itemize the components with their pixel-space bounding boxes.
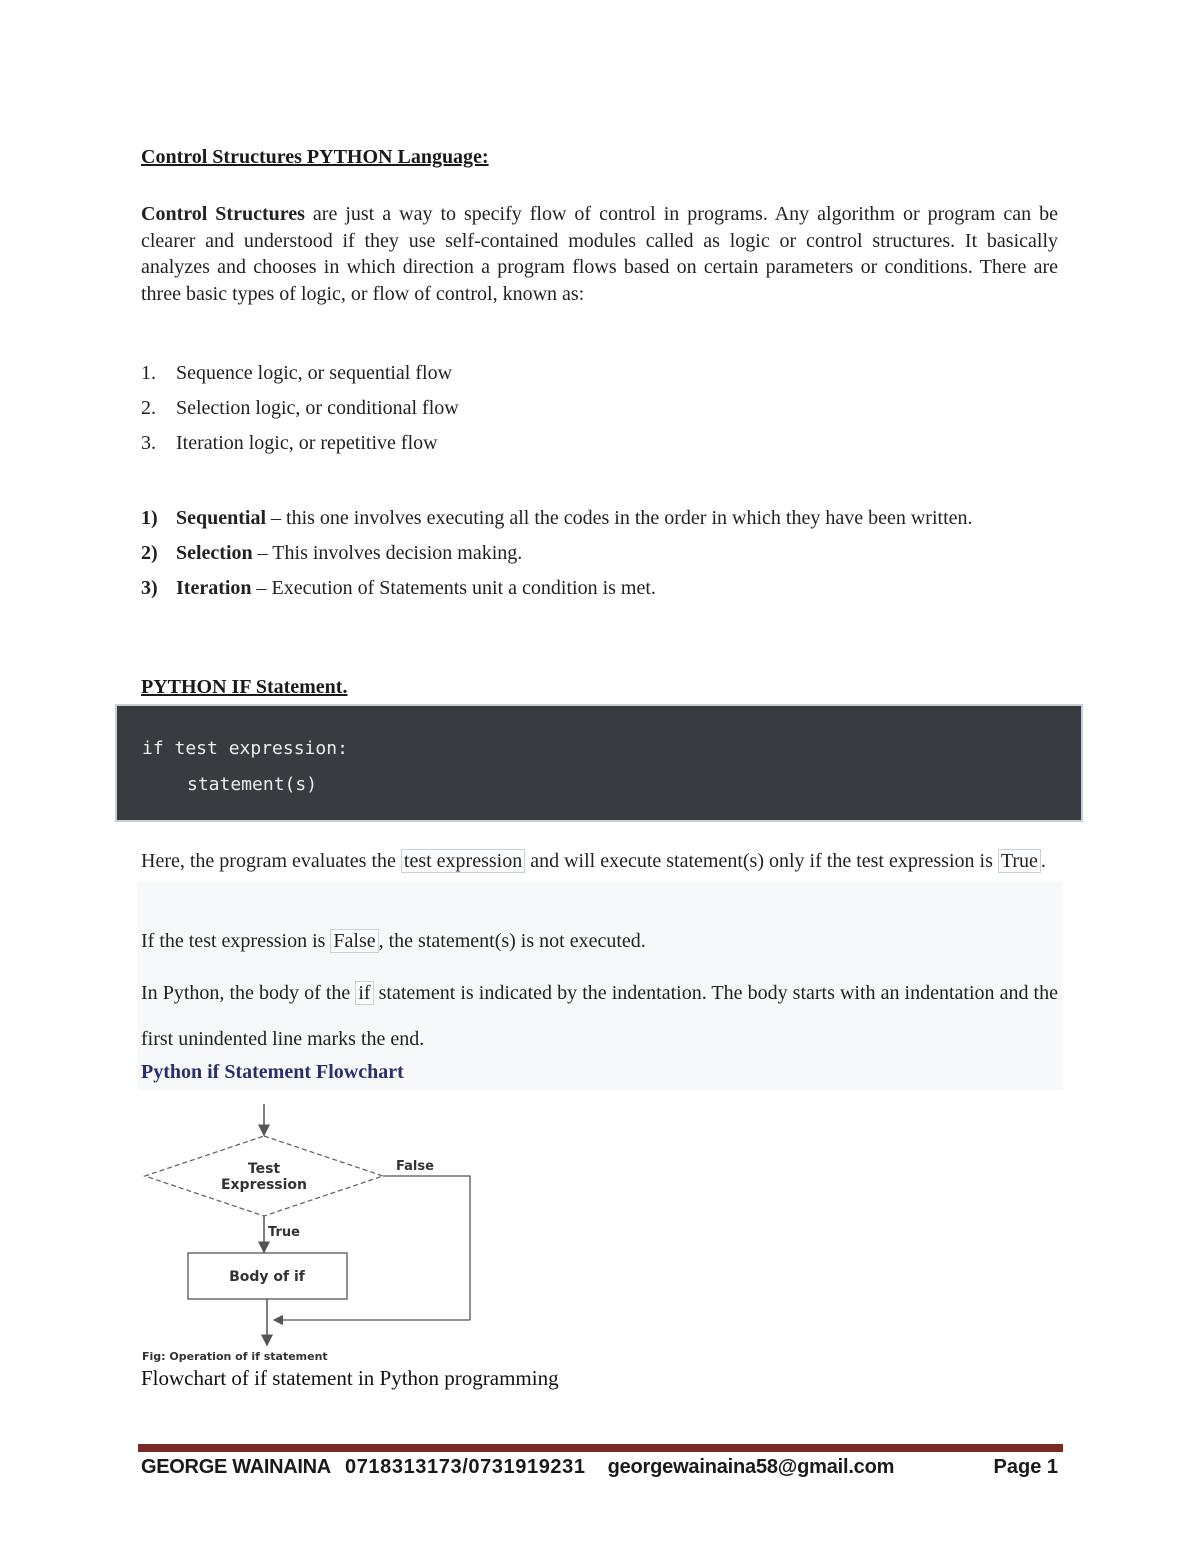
list-number: 2.: [141, 397, 156, 419]
list-text: Selection logic, or conditional flow: [176, 397, 459, 419]
definition-item: [141, 571, 1058, 606]
code-block: [115, 704, 1083, 822]
text: In Python, the body of the: [141, 982, 356, 1004]
footer-page-number: Page 1: [993, 1456, 1058, 1478]
text: and will execute statement(s) only if the test expression is: [525, 850, 998, 872]
decision-label: Expression: [220, 1177, 308, 1193]
definition-term: Sequential: [176, 507, 267, 529]
definition-text: – This involves decision making.: [252, 542, 523, 564]
inline-code: False: [330, 929, 378, 953]
if-flowchart: [138, 1102, 483, 1364]
text: .: [1040, 850, 1046, 872]
flowchart-caption: Flowchart of if statement in Python programming: [141, 1366, 559, 1390]
text: , the statement(s) is not executed.: [378, 930, 646, 952]
list-item: [141, 359, 459, 394]
definition-item: [141, 536, 1058, 571]
definition-body: [176, 501, 973, 536]
list-text: Sequence logic, or sequential flow: [176, 362, 453, 384]
text: statement is indicated by the indentation. The body starts with an indentation and the first unindented line marks the end.: [141, 982, 1058, 1050]
footer-phone: 0718313173/0731919231: [344, 1456, 586, 1478]
definition-term: Iteration: [176, 577, 252, 599]
decision-label: Test: [247, 1161, 281, 1177]
definition-item: [141, 501, 1058, 536]
explain-paragraph-1: [141, 839, 1058, 883]
true-label: True: [268, 1225, 300, 1240]
false-path: [383, 1176, 470, 1320]
definition-body: [176, 571, 656, 606]
list-text: Iteration logic, or repetitive flow: [176, 432, 438, 454]
definition-number: 3): [141, 577, 158, 599]
code-line: statement(s): [187, 774, 318, 795]
page-footer: [141, 1456, 1058, 1479]
list-number: 3.: [141, 432, 156, 454]
list-item: [141, 394, 459, 429]
if-statement-heading: PYTHON IF Statement.: [141, 676, 348, 698]
body-label: Body of if: [229, 1269, 305, 1285]
footer-email: georgewainaina58@gmail.com: [607, 1456, 895, 1478]
footer-author: GEORGE WAINAINA: [141, 1456, 331, 1478]
inline-code: if: [355, 981, 373, 1005]
explain-paragraph-3: [141, 970, 1058, 1062]
definition-text: – this one involves executing all the codes in the order in which they have been written.: [266, 507, 973, 529]
definition-body: [176, 536, 522, 571]
figure-caption: Fig: Operation of if statement: [142, 1350, 328, 1363]
text: If the test expression is: [141, 930, 331, 952]
list-item: [141, 429, 459, 464]
page-title: Control Structures PYTHON Language:: [141, 146, 489, 168]
definition-text: – Execution of Statements unit a condition is met.: [251, 577, 656, 599]
explain-paragraph-2: [141, 927, 1058, 956]
list-number: 1.: [141, 362, 156, 384]
intro-paragraph: [141, 201, 1058, 307]
false-label: False: [396, 1159, 434, 1174]
footer-rule: [138, 1444, 1063, 1452]
definition-number: 1): [141, 507, 158, 529]
intro-lead-term: Control Structures: [141, 203, 305, 225]
definition-term: Selection: [176, 542, 253, 564]
intro-text: are just a way to specify flow of control in programs. Any algorithm or program can be clearer and understood if they use self-contained modules called as logic or control structures. It basically analyzes and chooses in which direction a program flows based on certain parameters or conditions. There are three basic types of logic, or flow of control, known as:: [141, 203, 1058, 305]
definitions-list: [141, 501, 1058, 606]
text: Here, the program evaluates the: [141, 850, 401, 872]
definition-number: 2): [141, 542, 158, 564]
inline-code: True: [998, 849, 1041, 873]
flowchart-heading: Python if Statement Flowchart: [141, 1061, 404, 1083]
code-line: if test expression:: [142, 738, 348, 759]
logic-types-list: [141, 359, 459, 464]
inline-code: test expression: [401, 849, 525, 873]
